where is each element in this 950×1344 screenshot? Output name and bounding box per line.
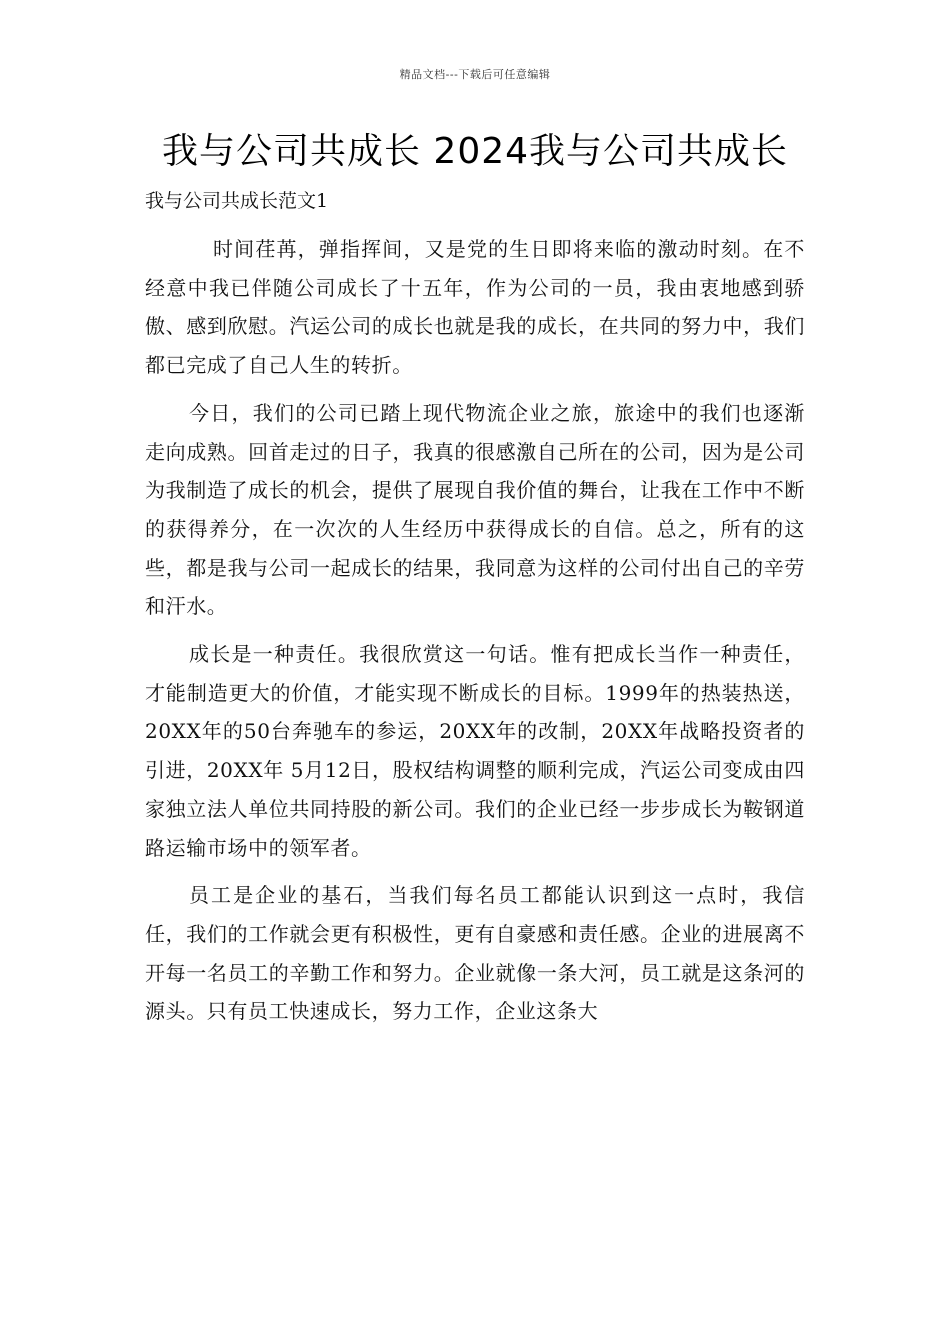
document-title: 我与公司共成长 2024我与公司共成长 [161,131,789,172]
paragraph: 今日，我们的公司已踏上现代物流企业之旅，旅途中的我们也逐渐走向成熟。回首走过的日子，我真的很感激自己所在的公司，因为是公司为我制造了成长的机会，提供了展现自我价值的舞台，让我在工作中不断的获得养分，在一次次的人生经历中获得成长的自信。总之，所有的这些，都是我与公司一起成长的结果，我同意为这样的公司付出自己的辛劳和汗水。 [145,400,805,619]
paragraph: 员工是企业的基石，当我们每名员工都能认识到这一点时，我信任，我们的工作就会更有积极性，更有自豪感和责任感。企业的进展离不开每一名员工的辛勤工作和努力。企业就像一条大河，员工就是这条河的源头。只有员工快速成长，努力工作，企业这条大 [145,883,805,1024]
header-note: 精品文档---下载后可任意编辑 [399,68,551,81]
document-body [145,230,805,1031]
paragraph: 时间荏苒，弹指挥间，又是党的生日即将来临的激动时刻。在不经意中我已伴随公司成长了十五年，作为公司的一员，我由衷地感到骄傲、感到欣慰。汽运公司的成长也就是我的成长，在共同的努力中，我们都已完成了自己人生的转折。 [145,237,805,378]
paragraph: 成长是一种责任。我很欣赏这一句话。惟有把成长当作一种责任，才能制造更大的价值，才能实现不断成长的目标。1999年的热装热送，20XX年的50台奔驰车的参运，20XX年的改制，20XX年战略投资者的引进，20XX年 5月12日，股权结构调整的顺利完成，汽运公司变成由四家独立法人单位共同持股的新公司。我们的企业已经一步步成长为鞍钢道路运输市场中的领军者。 [145,642,805,860]
document-subtitle: 我与公司共成长范文1 [145,190,329,212]
